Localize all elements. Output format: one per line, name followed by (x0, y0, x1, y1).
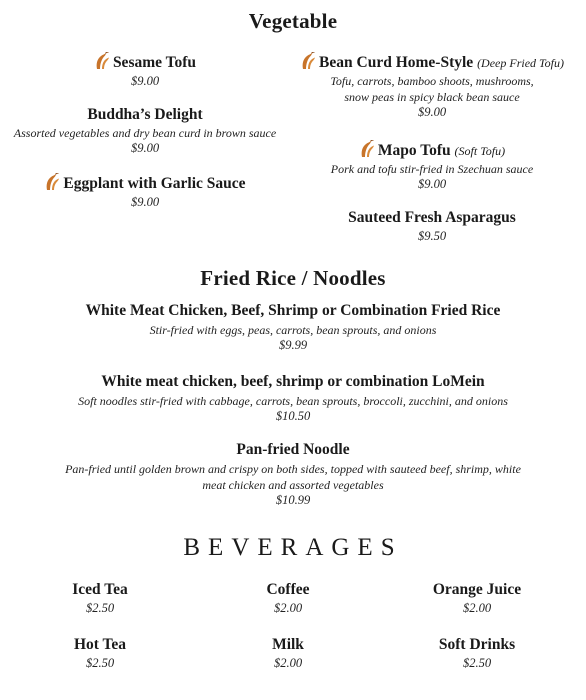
item-price: $9.99 (278, 338, 308, 352)
item-name: Bean Curd Home-Style (319, 54, 474, 71)
item-description: Soft noodles stir-fried with cabbage, carrots, bean sprouts, broccoli, zucchini, and onions (78, 394, 508, 408)
chili-icon (300, 52, 316, 70)
item-description: Assorted vegetables and dry bean curd in brown sauce (13, 126, 277, 140)
item-name: White meat chicken, beef, shrimp or combination LoMein (101, 373, 485, 390)
menu-item-bean-curd (278, 52, 586, 120)
item-name: Coffee (266, 581, 310, 598)
section-title-fried-rice: Fried Rice / Noodles (200, 266, 386, 290)
item-price: $2.50 (85, 601, 115, 615)
item-name: Iced Tea (72, 581, 128, 598)
item-price: $10.50 (275, 409, 311, 423)
beverage-coffee (228, 581, 348, 616)
item-name: Orange Juice (432, 581, 522, 598)
item-price: $9.50 (417, 229, 447, 243)
section-title-vegetable: Vegetable (248, 9, 338, 33)
item-name: Soft Drinks (438, 636, 516, 653)
item-name: Milk (272, 636, 304, 653)
item-name: Mapo Tofu (377, 142, 451, 159)
item-name: Pan-fried Noodle (236, 441, 350, 458)
item-name: Buddha’s Delight (87, 106, 203, 123)
beverage-hot-tea (40, 636, 160, 671)
item-description: Stir-fried with eggs, peas, carrots, bean sprouts, and onions (149, 323, 437, 337)
item-description: Pork and tofu stir-fried in Szechuan sauce (330, 162, 534, 176)
item-description: meat chicken and assorted vegetables (202, 478, 384, 492)
item-price: $2.50 (85, 656, 115, 670)
beverage-orange-juice (412, 581, 542, 616)
item-price: $9.00 (130, 74, 160, 88)
beverage-milk (228, 636, 348, 671)
item-price: $9.00 (130, 195, 160, 209)
menu-item-mapo-tofu (278, 140, 586, 192)
menu-item-fried-rice (0, 302, 586, 353)
item-description: Pan-fried until golden brown and crispy on both sides, topped with sauteed beef, shrimp, white (65, 462, 521, 476)
item-price: $2.00 (273, 656, 303, 670)
item-price: $10.99 (275, 493, 311, 507)
item-description: snow peas in spicy black bean sauce (344, 90, 520, 104)
menu-item-sesame-tofu (0, 52, 290, 89)
chili-icon (44, 173, 60, 191)
item-name: Hot Tea (73, 636, 127, 653)
item-note: (Deep Fried Tofu) (477, 56, 564, 70)
item-price: $9.00 (130, 141, 160, 155)
section-title-beverages: BEVERAGES (183, 534, 403, 561)
item-name: White Meat Chicken, Beef, Shrimp or Combination Fried Rice (85, 302, 501, 319)
chili-icon (94, 52, 110, 70)
item-name: Eggplant with Garlic Sauce (63, 175, 246, 192)
menu-item-pan-fried-noodle (0, 441, 586, 508)
item-description: Tofu, carrots, bamboo shoots, mushrooms, (330, 74, 534, 88)
menu-item-buddhas-delight (0, 106, 290, 156)
item-price: $9.00 (417, 177, 447, 191)
item-price: $2.00 (462, 601, 492, 615)
item-price: $9.00 (417, 105, 447, 119)
item-name: Sauteed Fresh Asparagus (348, 209, 516, 226)
item-name: Sesame Tofu (112, 54, 197, 71)
item-price: $2.00 (273, 601, 303, 615)
item-note: (Soft Tofu) (454, 144, 506, 158)
chili-icon (359, 140, 375, 158)
item-price: $2.50 (462, 656, 492, 670)
beverage-iced-tea (40, 581, 160, 616)
beverage-soft-drinks (412, 636, 542, 671)
menu-item-eggplant (0, 173, 290, 210)
menu-item-lomein (0, 373, 586, 424)
menu-item-asparagus (278, 209, 586, 244)
